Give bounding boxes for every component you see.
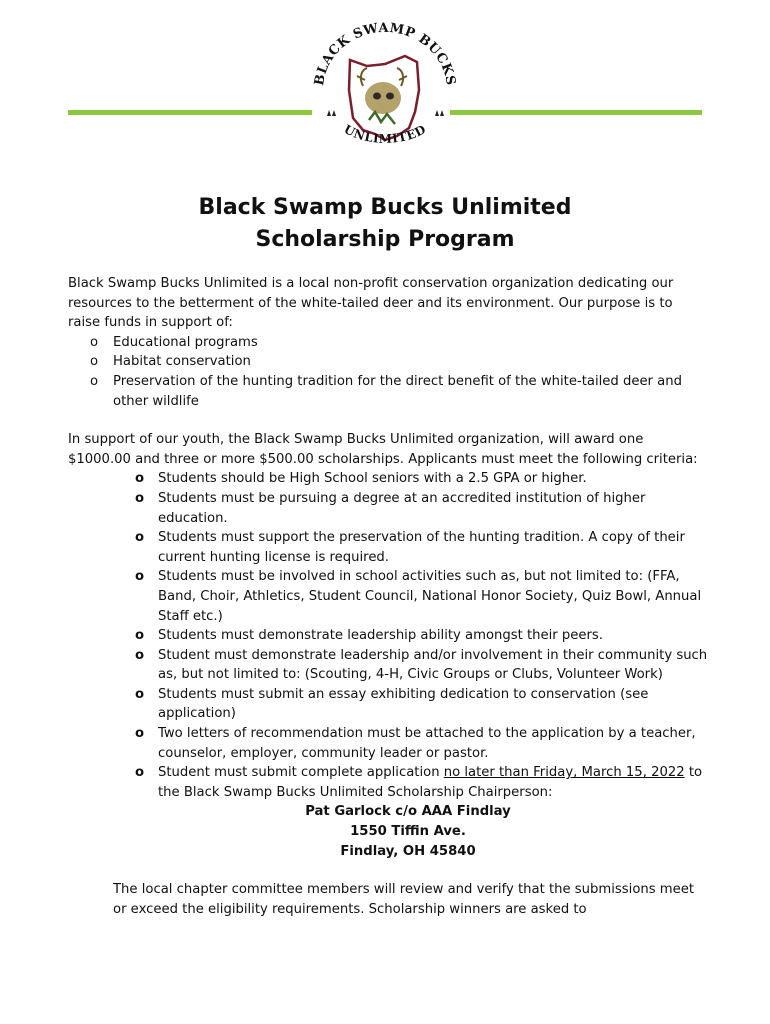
list-item: o Habitat conservation [68, 352, 708, 372]
list-item: o Students must be pursuing a degree at an accredited institution of higher education. [135, 490, 646, 526]
bullet-marker: o [90, 373, 99, 389]
title-line-2: Scholarship Program [255, 227, 515, 252]
bullet-marker: o [135, 569, 145, 585]
list-item: o Students must submit an essay exhibiting dedication to conservation (see application) [135, 686, 649, 722]
list-item: o Student must demonstrate leadership and/or involvement in their community such as, but not limited to: (Scouting, 4-H, Civic Groups or Clubs, Volunteer Work) [135, 647, 708, 683]
bullet-marker: o [135, 726, 145, 742]
deer-skull-ohio-logo-icon [305, 20, 465, 170]
mailing-address [68, 802, 708, 861]
svg-text:BLACK SWAMP BUCKS: BLACK SWAMP BUCKS [312, 20, 458, 87]
list-item: o Students must be involved in school activities such as, but not limited to: (FFA, Band, Choir, Athletics, Student Council, National Honor Society, Quiz Bowl, Annual Staff etc.) [135, 569, 702, 624]
list-item: o Preservation of the hunting tradition for the direct benefit of the white-tailed deer and other wildlife [90, 373, 682, 409]
list-item: o Educational programs [68, 333, 708, 353]
bullet-marker: o [135, 647, 145, 663]
title-line-1: Black Swamp Bucks Unlimited [198, 195, 572, 220]
bullet-marker: o [135, 490, 145, 506]
bullet-marker: o [135, 686, 145, 702]
address-line-2: 1550 Tiffin Ave. [350, 824, 466, 840]
support-paragraph: In support of our youth, the Black Swamp Bucks Unlimited organization, will award one $1000.00 and three or more $500.00 scholarships. Applicants must meet the following criteria: [68, 432, 698, 467]
bullet-marker: o [135, 765, 145, 781]
list-item: o Students must demonstrate leadership ability amongst their peers. [68, 626, 708, 646]
list-item: o Student must submit complete application no later than Friday, March 15, 2022 to the Black Swamp Bucks Unlimited Scholarship Chairperson: [135, 765, 703, 800]
bullet-marker: o [90, 334, 99, 350]
criteria-list [68, 469, 708, 802]
right-green-rule [450, 110, 702, 115]
list-item: o Students should be High School seniors with a 2.5 GPA or higher. [68, 469, 708, 489]
bullet-marker: o [135, 628, 145, 644]
list-item: o Students must support the preservation of the hunting tradition. A copy of their current hunting license is required. [135, 530, 685, 565]
document-body [68, 274, 708, 919]
address-line-3: Findlay, OH 45840 [340, 843, 476, 859]
bullet-marker: o [135, 530, 145, 546]
intro-paragraph: Black Swamp Bucks Unlimited is a local non-profit conservation organization dedicating our resources to the betterment of the white-tailed deer and its environment. Our purpose is to raise funds in support of: [68, 276, 674, 331]
svg-text:UNLIMITED: UNLIMITED [341, 121, 429, 146]
letterhead [0, 0, 770, 180]
address-line-1: Pat Garlock c/o AAA Findlay [305, 804, 511, 820]
deadline-text: no later than Friday, March 15, 2022 [443, 765, 685, 781]
left-green-rule [68, 110, 312, 115]
bullet-marker: o [90, 354, 99, 370]
purpose-list [68, 333, 708, 411]
closing-paragraph: The local chapter committee members will review and verify that the submissions meet or exceed the eligibility requirements. Scholarship winners are asked to [113, 882, 695, 917]
list-item: o Two letters of recommendation must be attached to the application by a teacher, counselor, employer, community leader or pastor. [135, 726, 696, 761]
bullet-marker: o [135, 471, 145, 487]
paragraph-spacer [68, 411, 708, 430]
document-title [0, 192, 770, 256]
